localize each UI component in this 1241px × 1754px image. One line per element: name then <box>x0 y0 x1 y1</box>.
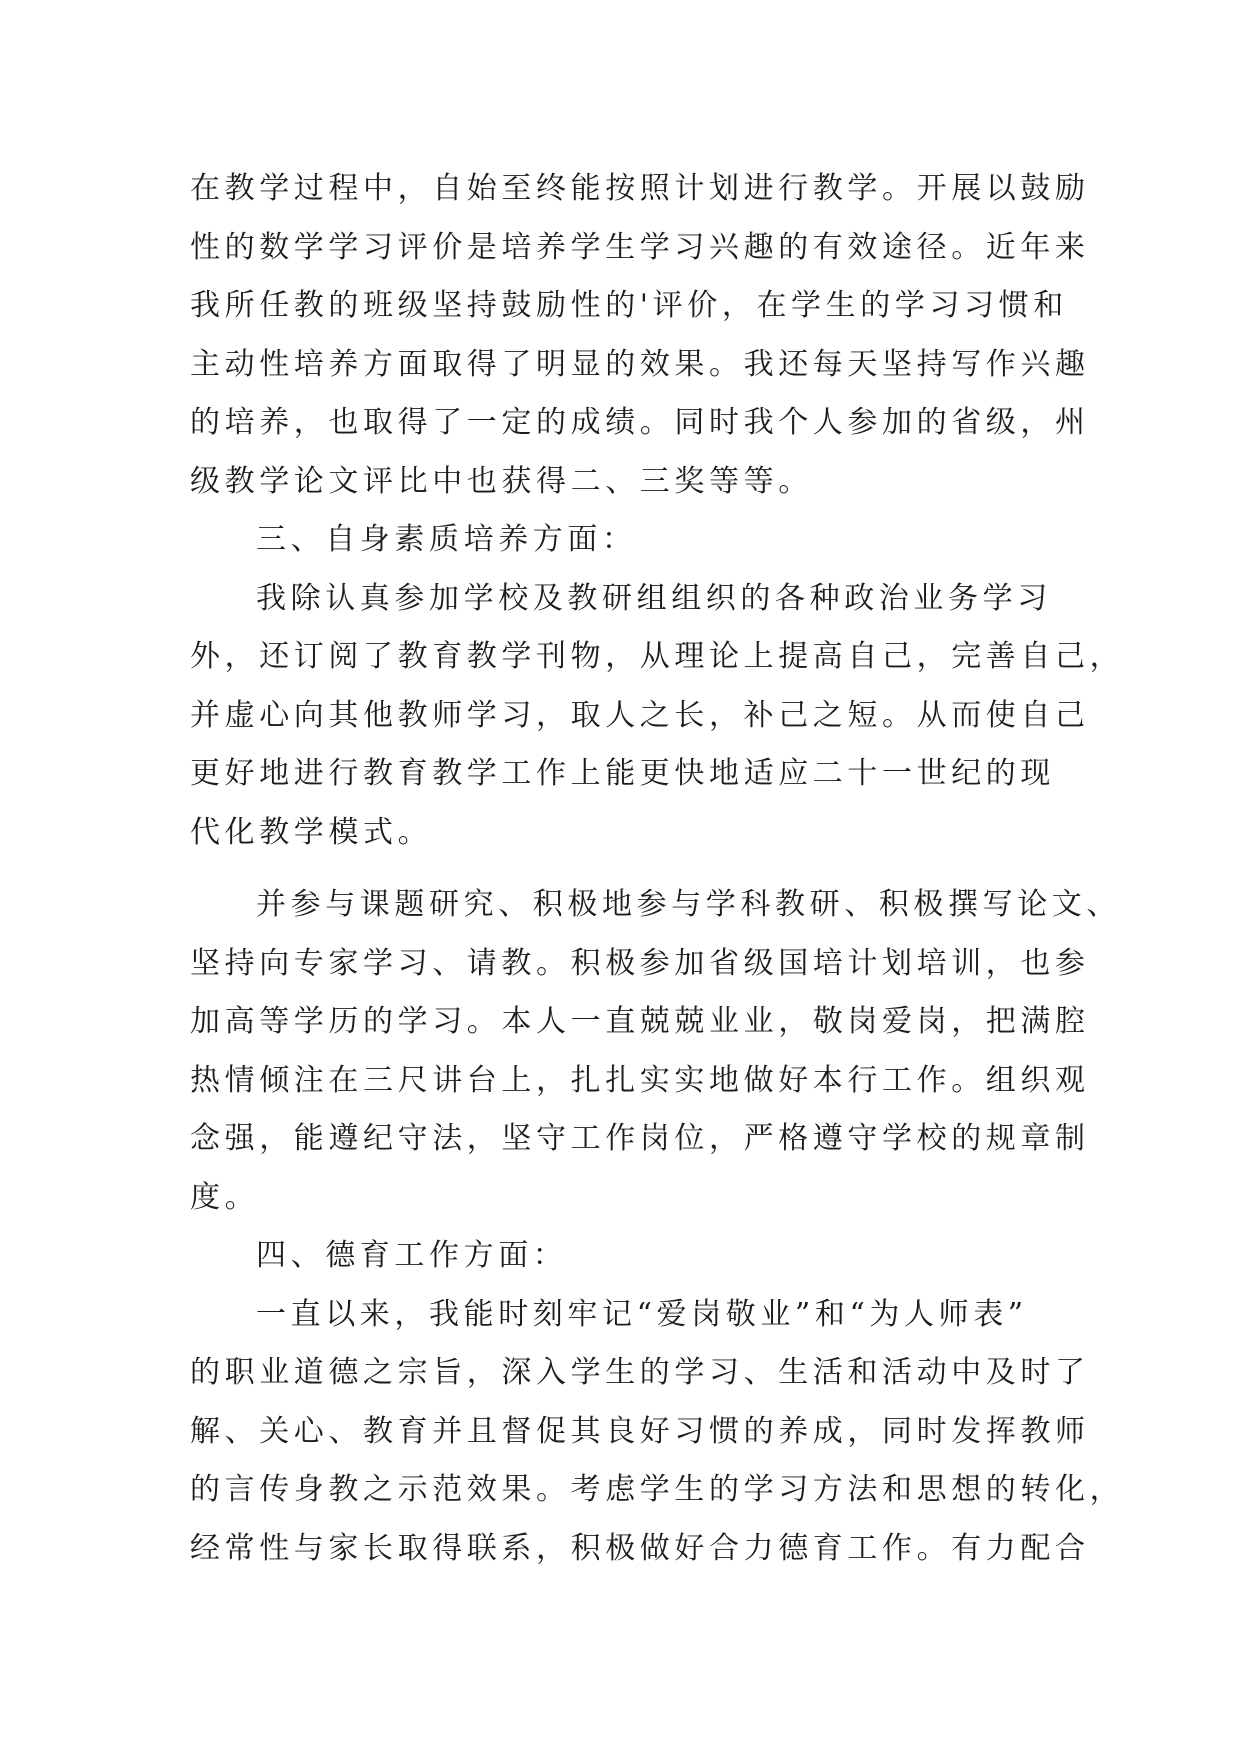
text-line: 念强，能遵纪守法，坚守工作岗位，严格遵守学校的规章制 <box>190 1121 1090 1156</box>
text-line: 一直以来，我能时刻牢记“爱岗敬业”和“为人师表” <box>256 1296 1028 1332</box>
text-line: 的职业道德之宗旨，深入学生的学习、生活和活动中及时了 <box>190 1355 1090 1390</box>
text-line: 在教学过程中，自始至终能按照计划进行教学。开展以鼓励 <box>190 171 1090 206</box>
text-line: 并虚心向其他教师学习，取人之长，补己之短。从而使自己 <box>190 697 1090 733</box>
text-line: 主动性培养方面取得了明显的效果。我还每天坚持写作兴趣 <box>190 346 1090 382</box>
text-line: 解、关心、教育并且督促其良好习惯的养成，同时发挥教师 <box>190 1413 1090 1449</box>
text-line: 的言传身教之示范效果。考虑学生的学习方法和思想的转化， <box>190 1472 1125 1507</box>
text-line: 度。 <box>190 1179 260 1215</box>
text-line: 级教学论文评比中也获得二、三奖等等。 <box>190 463 813 499</box>
text-line: 我所任教的班级坚持鼓励性的'评价，在学生的学习习惯和 <box>190 288 1068 323</box>
text-line: 经常性与家长取得联系，积极做好合力德育工作。有力配合 <box>190 1530 1090 1566</box>
text-line: 外，还订阅了教育教学刊物，从理论上提高自己，完善自己， <box>190 639 1125 674</box>
section-heading: 三、自身素质培养方面： <box>256 522 637 557</box>
text-line: 热情倾注在三尺讲台上，扎扎实实地做好本行工作。组织观 <box>190 1062 1090 1098</box>
text-line: 坚持向专家学习、请教。积极参加省级国培计划培训，也参 <box>190 945 1090 981</box>
text-line: 性的数学学习评价是培养学生学习兴趣的有效途径。近年来 <box>190 229 1090 265</box>
paragraph-gap <box>190 862 1046 876</box>
text-line: 我除认真参加学校及教研组组织的各种政治业务学习 <box>256 580 1052 616</box>
section-heading: 四、德育工作方面： <box>256 1238 568 1273</box>
text-line: 的培养，也取得了一定的成绩。同时我个人参加的省级，州 <box>190 405 1090 440</box>
text-line: 加高等学历的学习。本人一直兢兢业业，敬岗爱岗，把满腔 <box>190 1004 1090 1039</box>
document-body <box>190 160 1125 1578</box>
text-line: 并参与课题研究、积极地参与学科教研、积极撰写论文、 <box>256 887 1121 922</box>
text-line: 更好地进行教育教学工作上能更快地适应二十一世纪的现 <box>190 756 1055 791</box>
text-line: 代化教学模式。 <box>190 814 433 850</box>
